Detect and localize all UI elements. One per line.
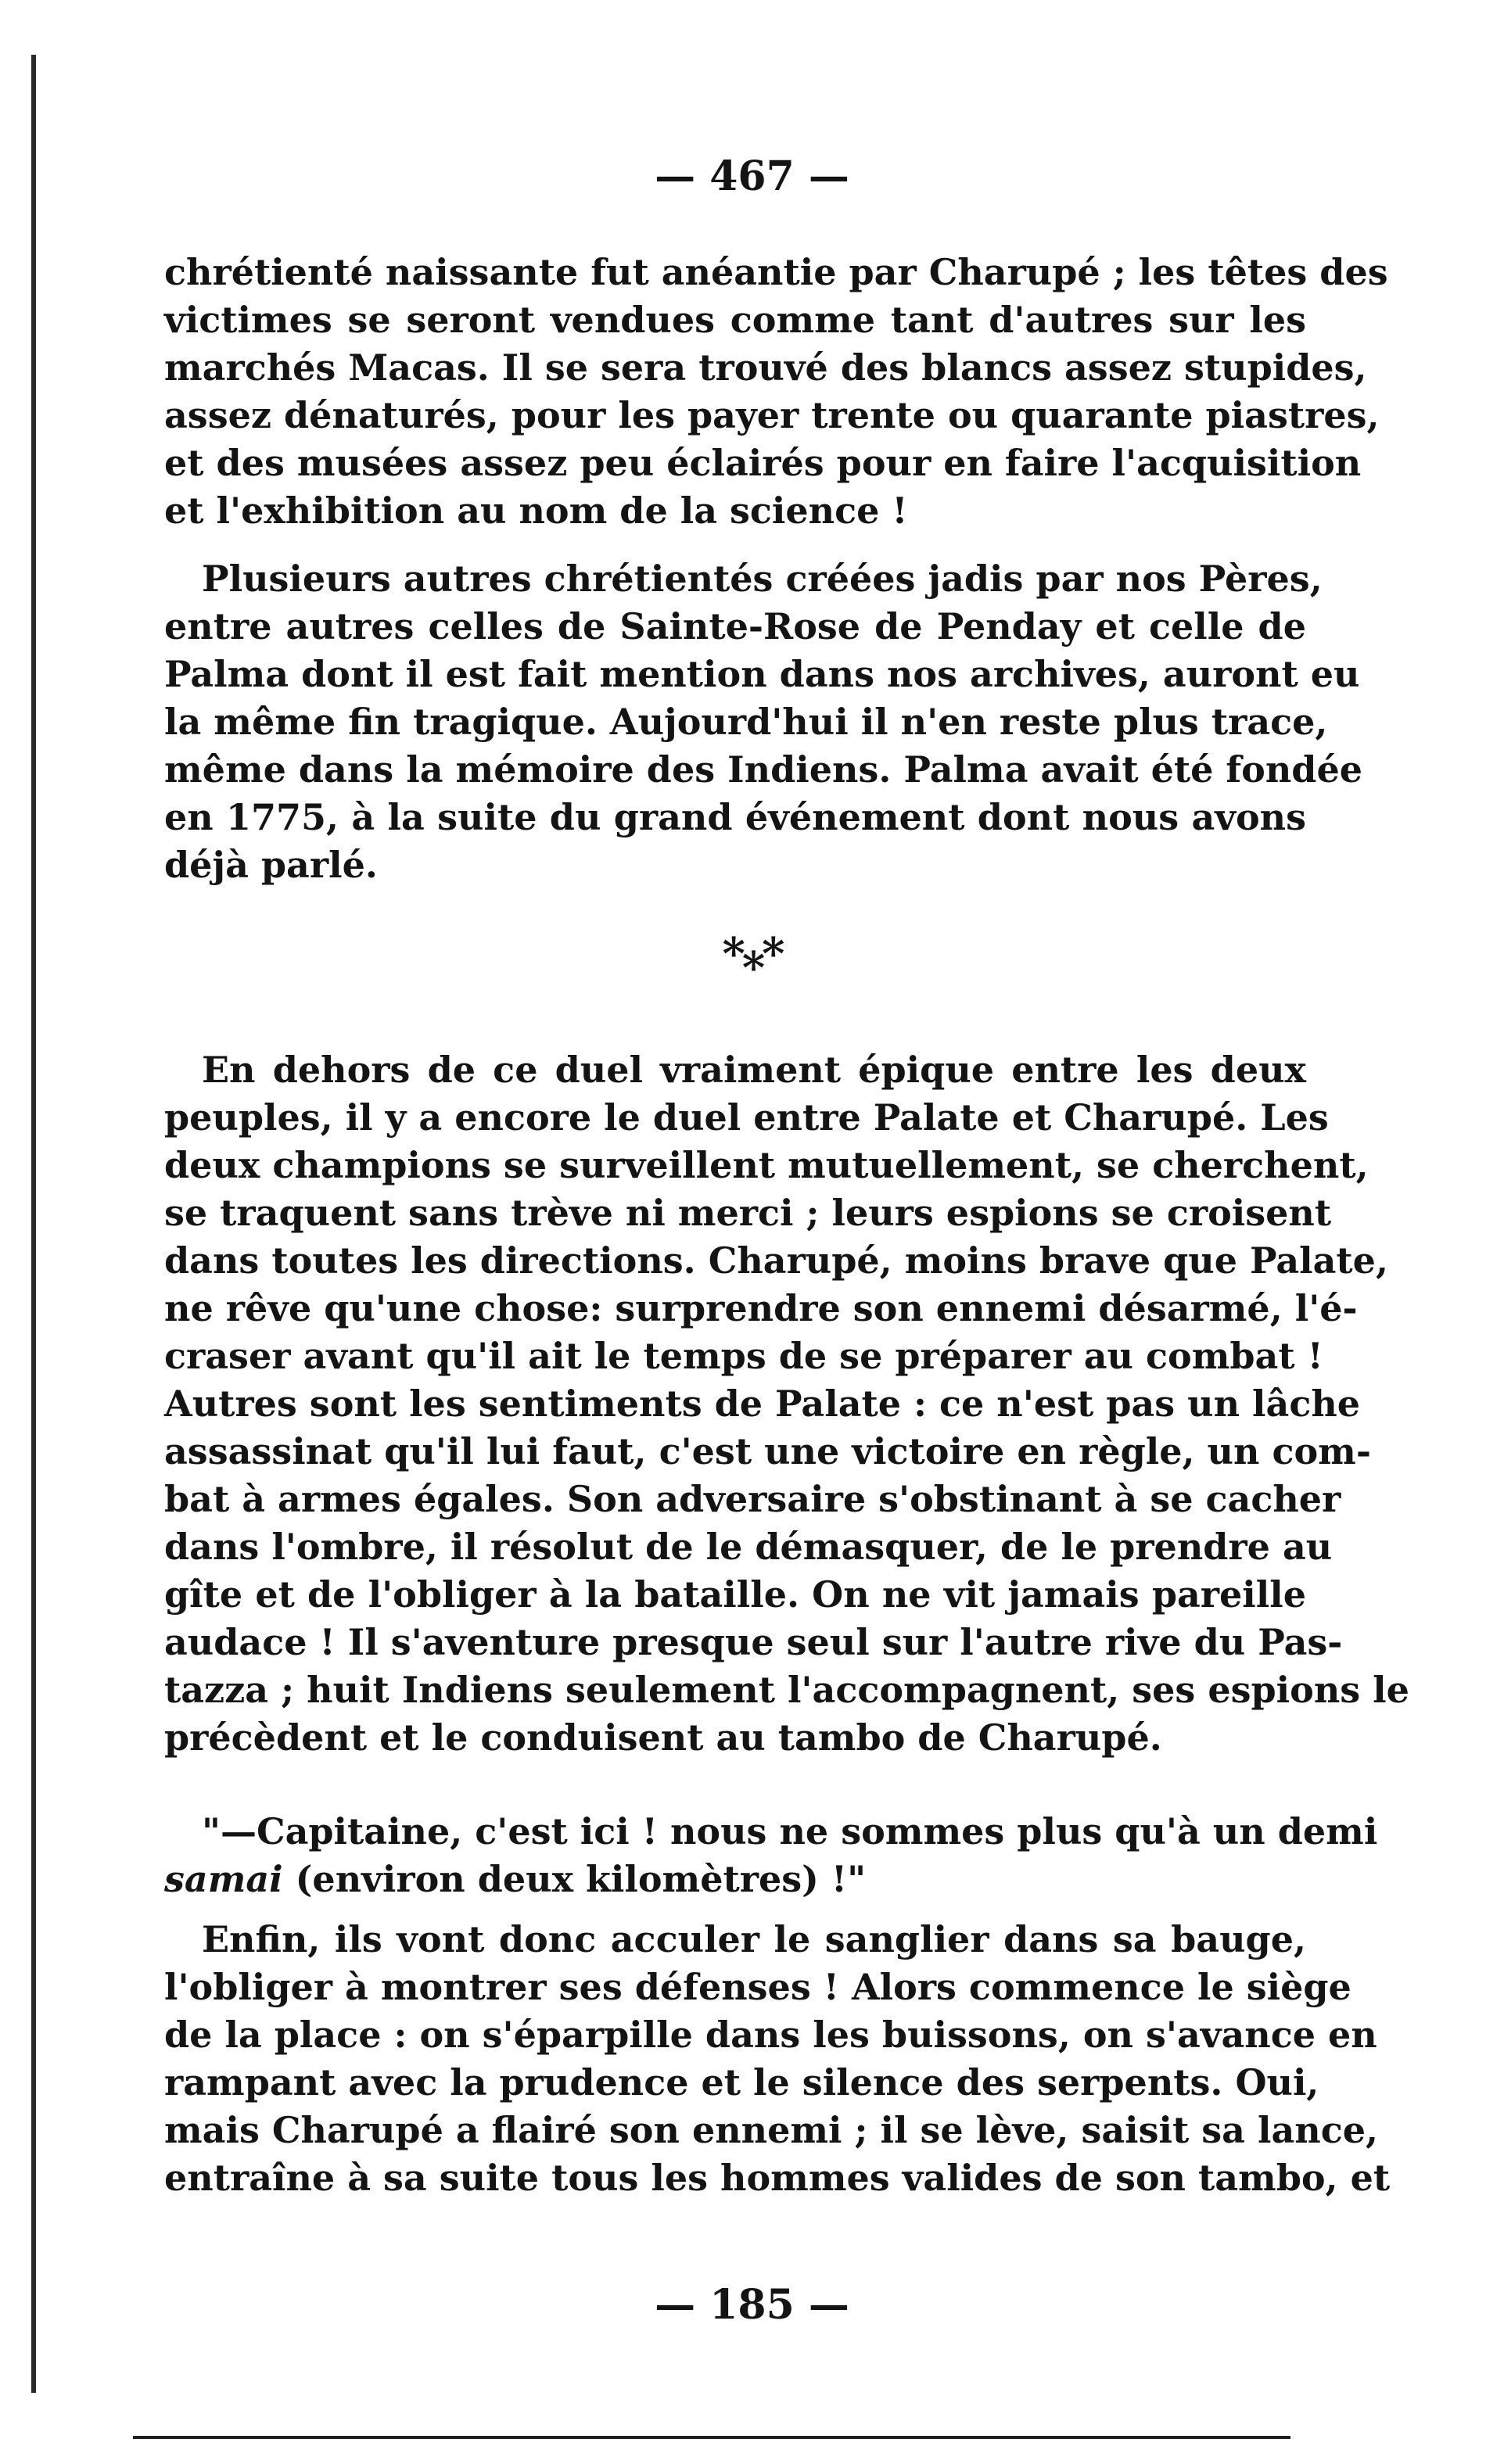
text-line: Autres sont les sentiments de Palate : ce n'est pas un lâche — [164, 1383, 1361, 1425]
text-line: Palma dont il est fait mention dans nos archives, auront eu — [164, 653, 1360, 695]
text-line: Plusieurs autres chrétientés créées jadis par nos Pères, — [202, 558, 1323, 600]
text-line: mais Charupé a flairé son ennemi ; il se lève, saisit sa lance, — [164, 2109, 1378, 2151]
text-line: déjà parlé. — [164, 844, 378, 886]
text-line: tazza ; huit Indiens seulement l'accompagnent, ses espions le — [164, 1669, 1409, 1711]
text-line: de la place : on s'éparpille dans les buissons, on s'avance en — [164, 2014, 1377, 2056]
paragraph-duel — [164, 1046, 1409, 1762]
text-line: entraîne à sa suite tous les hommes valides de son tambo, et — [164, 2157, 1391, 2199]
text-line: rampant avec la prudence et le silence des serpents. Oui, — [164, 2061, 1319, 2104]
text-line: craser avant qu'il ait le temps de se préparer au combat ! — [164, 1335, 1323, 1377]
asterisk: * — [722, 928, 742, 980]
text-line: et l'exhibition au nom de la science ! — [164, 490, 908, 532]
text-line: même dans la mémoire des Indiens. Palma avait été fondée — [164, 748, 1362, 791]
text-line: dans l'ombre, il résolut de le démasquer, de le prendre au — [164, 1526, 1333, 1568]
text-line: précèdent et le conduisent au tambo de Charupé. — [164, 1716, 1162, 1759]
text-line — [164, 1856, 1306, 1903]
text-line: audace ! Il s'aventure presque seul sur l'autre rive du Pas- — [164, 1621, 1343, 1663]
paragraph-continuation — [164, 249, 1388, 535]
paragraph-siege — [164, 1916, 1391, 2202]
paragraph-quote — [164, 1808, 1378, 1903]
text-line: dans toutes les directions. Charupé, moins brave que Palate, — [164, 1239, 1388, 1282]
text-line: et des musées assez peu éclairés pour en faire l'acquisition — [164, 442, 1362, 484]
text-line: assassinat qu'il lui faut, c'est une victoire en règle, un com- — [164, 1430, 1371, 1472]
text-line: se traquent sans trève ni merci ; leurs espions se croisent — [164, 1192, 1332, 1234]
text-line: Enfin, ils vont donc acculer le sanglier dans sa bauge, — [202, 1918, 1306, 1960]
text-line: victimes se seront vendues comme tant d'autres sur les — [164, 299, 1306, 341]
page-number-top: — 467 — — [655, 152, 849, 200]
text-line: l'obliger à montrer ses défenses ! Alors commence le siège — [164, 1966, 1351, 2008]
text-line: entre autres celles de Sainte-Rose de Penday et celle de — [164, 605, 1306, 647]
text-line: En dehors de ce duel vraiment épique entre les deux — [202, 1049, 1306, 1091]
page-number-bottom: — 185 — — [655, 2281, 849, 2329]
scan-edge-shadow — [31, 55, 36, 2393]
text-line: ne rêve qu'une chose: surprendre son ennemi désarmé, l'é- — [164, 1287, 1358, 1329]
asterisk: * — [741, 942, 763, 994]
text-line: en 1775, à la suite du grand événement dont nous avons — [164, 796, 1306, 838]
text-fragment: (environ deux kilomètres) !" — [282, 1858, 867, 1900]
text-line: la même fin tragique. Aujourd'hui il n'en reste plus trace, — [164, 701, 1328, 743]
paragraph-chretientes — [164, 555, 1362, 889]
text-line: "—Capitaine, c'est ici ! nous ne sommes plus qu'à un demi — [202, 1810, 1378, 1852]
asterisk: * — [762, 928, 782, 980]
text-line: marchés Macas. Il se sera trouvé des blancs assez stupides, — [164, 346, 1367, 389]
text-line: bat à armes égales. Son adversaire s'obstinant à se cacher — [164, 1478, 1341, 1520]
text-line: assez dénaturés, pour les payer trente ou quarante piastres, — [164, 394, 1380, 436]
italic-word: samai — [164, 1858, 283, 1900]
text-line: peuples, il y a encore le duel entre Palate et Charupé. Les — [164, 1096, 1329, 1139]
text-line: gîte et de l'obliger à la bataille. On ne vit jamais pareille — [164, 1573, 1306, 1616]
text-line: chrétienté naissante fut anéantie par Charupé ; les têtes des — [164, 251, 1388, 293]
asterism-separator — [0, 928, 1504, 994]
text-line: deux champions se surveillent mutuellement, se cherchent, — [164, 1144, 1369, 1186]
bottom-rule — [133, 2436, 1290, 2439]
